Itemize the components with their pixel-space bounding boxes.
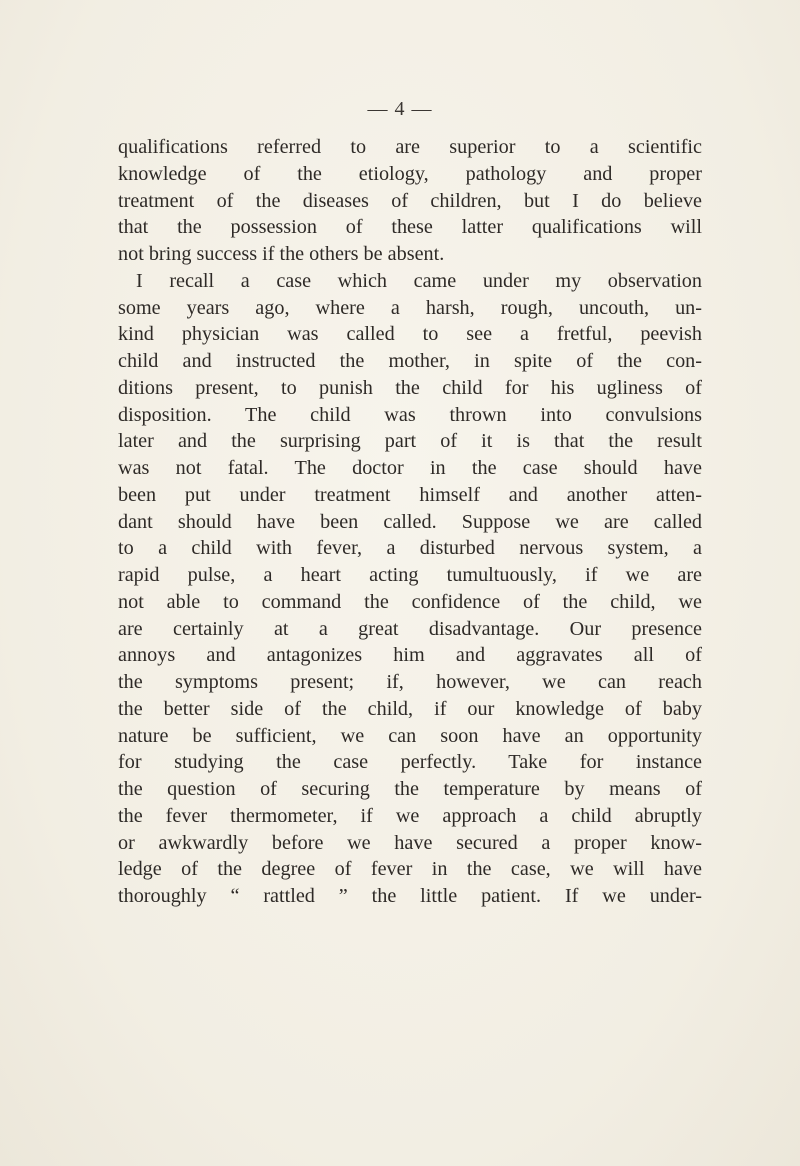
text-line: to a child with fever, a disturbed nervous system, a <box>118 537 702 560</box>
text-line: not able to command the confidence of the child, we <box>118 590 702 613</box>
body-text <box>118 134 702 910</box>
text-line: are certainly at a great disadvantage. Our presence <box>118 617 702 640</box>
text-line: for studying the case perfectly. Take for instance <box>118 751 702 774</box>
text-line: the question of securing the temperature by means of <box>118 778 702 800</box>
text-line: not bring success if the others be absent. <box>118 243 445 265</box>
text-line: been put under treatment himself and another atten- <box>118 483 702 506</box>
text-line: thoroughly “ rattled ” the little patient. If we under- <box>118 885 702 907</box>
text-line: that the possession of these latter qualifications will <box>118 216 702 239</box>
text-line: ditions present, to punish the child for his ugliness of <box>118 376 702 399</box>
text-line: annoys and antagonizes him and aggravates all of <box>118 644 702 667</box>
text-line: some years ago, where a harsh, rough, uncouth, un- <box>118 296 702 319</box>
text-line: child and instructed the mother, in spite of the con- <box>118 350 702 372</box>
text-line: dant should have been called. Suppose we are called <box>118 510 702 533</box>
page-number: — 4 — <box>367 98 433 120</box>
text-line: I recall a case which came under my observation <box>136 269 702 292</box>
text-line: nature be sufficient, we can soon have an opportunity <box>118 724 702 747</box>
text-line: or awkwardly before we have secured a proper know- <box>118 831 702 854</box>
text-line: the symptoms present; if, however, we can reach <box>118 671 702 693</box>
text-line: qualifications referred to are superior to a scientific <box>118 136 702 158</box>
text-line: rapid pulse, a heart acting tumultuously, if we are <box>118 564 702 586</box>
text-line: ledge of the degree of fever in the case, we will have <box>118 858 702 881</box>
text-line: treatment of the diseases of children, but I do believe <box>118 189 702 212</box>
text-line: kind physician was called to see a fretful, peevish <box>118 323 702 346</box>
text-line: later and the surprising part of it is that the result <box>118 430 702 453</box>
text-line: the fever thermometer, if we approach a child abruptly <box>118 804 702 827</box>
text-line: the better side of the child, if our knowledge of baby <box>118 697 702 720</box>
text-line: was not fatal. The doctor in the case should have <box>118 457 702 479</box>
text-line: disposition. The child was thrown into convulsions <box>118 403 702 426</box>
text-line: knowledge of the etiology, pathology and proper <box>118 162 702 185</box>
